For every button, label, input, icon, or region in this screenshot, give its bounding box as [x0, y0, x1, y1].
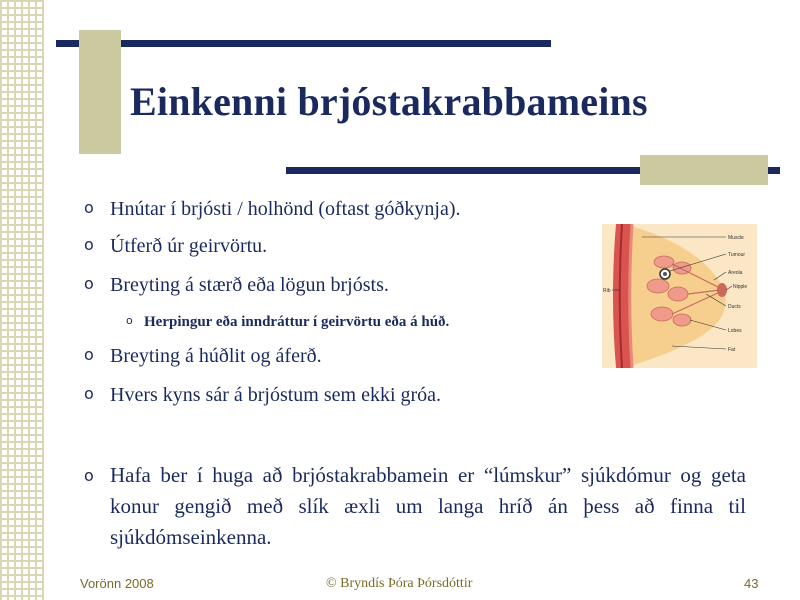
grid-pattern-strip: [0, 0, 44, 600]
bullet-item: [84, 384, 441, 407]
nipple: [717, 283, 727, 297]
lobe: [654, 256, 674, 268]
label-areola: Areola: [728, 270, 743, 276]
bullet-text: Útferð úr geirvörtu.: [110, 235, 268, 257]
footer-page-number: 43: [744, 576, 759, 591]
sub-bullet-item: [126, 314, 449, 331]
label-ducts: Ducts: [728, 304, 741, 310]
label-lobes: Lobes: [728, 328, 742, 334]
paragraph-text: Hafa ber í huga að brjóstakrabbamein er “lúmskur” sjúkdómur og geta konur gengið með slík æxli um langa hríð án þess að finna til sjúkdómseinkenna.: [110, 463, 746, 549]
bullet-marker: o: [84, 466, 94, 485]
bullet-item: [84, 235, 267, 258]
slide-title: Einkenni brjóstakrabbameins: [130, 79, 648, 124]
note-paragraph: [84, 460, 746, 553]
bullet-marker: o: [84, 198, 94, 217]
bullet-item: [84, 274, 389, 297]
bullet-text: Hnútar í brjósti / holhönd (oftast góðkynja).: [110, 198, 461, 220]
bullet-text: Hvers kyns sár á brjóstum sem ekki gróa.: [110, 384, 442, 406]
bullet-marker: o: [84, 345, 94, 364]
bullet-text: Breyting á húðlit og áferð.: [110, 345, 322, 367]
bullet-marker: o: [84, 384, 94, 403]
bottom-accent-block: [640, 155, 768, 185]
label-muscle: Muscle: [728, 235, 744, 241]
lobe: [647, 279, 669, 293]
footer-author: © Bryndís Þóra Þórsdóttir: [326, 576, 473, 591]
bullet-text: Breyting á stærð eða lögun brjósts.: [110, 274, 389, 296]
footer-term: Vorönn 2008: [80, 576, 154, 591]
title-accent-block: [79, 30, 121, 154]
breast-anatomy-illustration: [602, 224, 757, 368]
bullet-item: [84, 198, 461, 221]
lobe: [668, 287, 688, 301]
sub-bullet-marker: o: [126, 314, 133, 327]
lobe: [673, 314, 691, 326]
label-fat: Fat: [728, 347, 736, 353]
top-rule: [56, 40, 551, 47]
bullet-marker: o: [84, 274, 94, 293]
bullet-item: [84, 345, 322, 368]
label-nipple: Nipple: [733, 284, 748, 290]
label-rib: Rib: [603, 288, 611, 294]
sub-bullet-text: Herpingur eða inndráttur í geirvörtu eða á húð.: [144, 314, 450, 330]
lobe: [651, 307, 673, 321]
bullet-marker: o: [84, 235, 94, 254]
label-tumour: Tumour: [728, 252, 746, 258]
tumour-core: [663, 272, 667, 276]
